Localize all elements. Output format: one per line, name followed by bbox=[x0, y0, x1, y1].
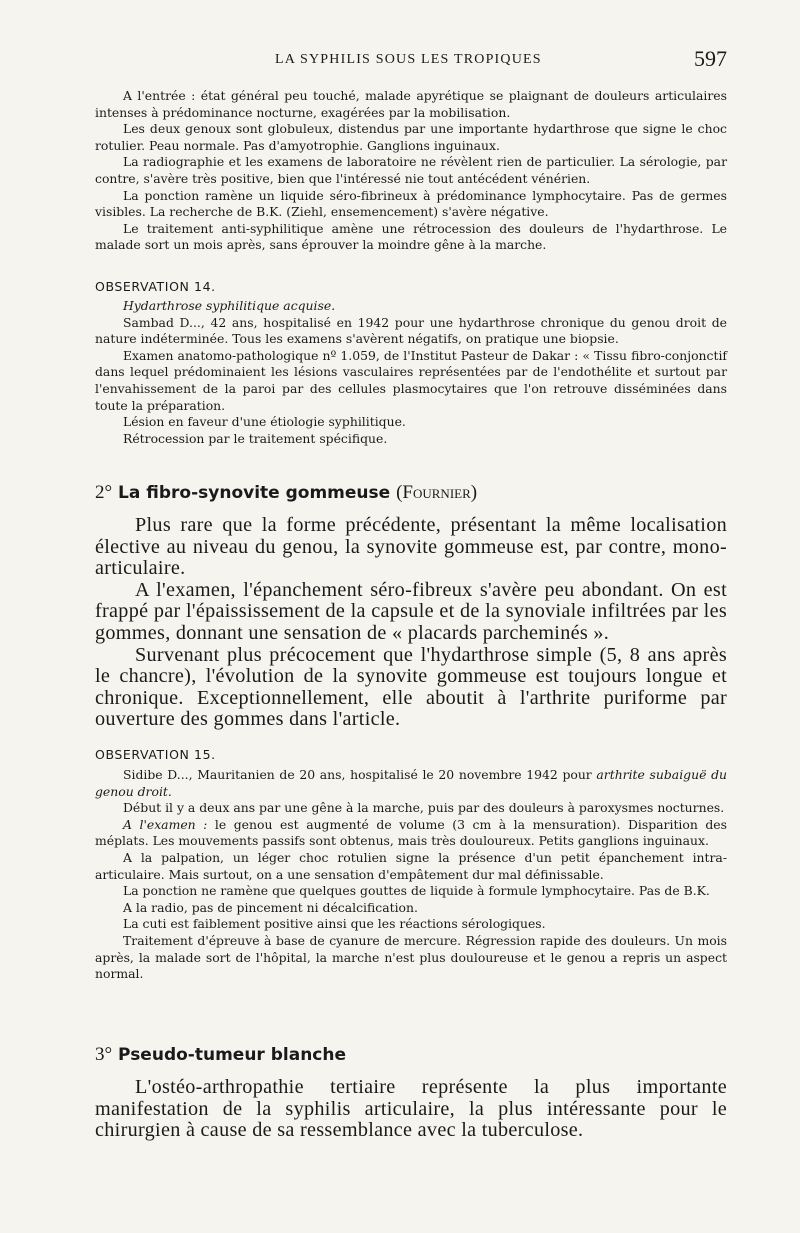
paragraph: Survenant plus précocement que l'hydarthrose simple (5, 8 ans après le chancre), l'évolution de la synovite gommeuse est toujours longue et chronique. Exceptionnellement, elle aboutit à l'arthrite puriforme par ouverture des gommes dans l'article. bbox=[95, 643, 727, 731]
paragraph: La ponction ramène un liquide séro-fibrineux à prédominance lymphocytaire. Pas de germes visibles. La recherche de B.K. (Ziehl, ensemencement) s'avère négative. bbox=[95, 187, 727, 220]
paragraph: Les deux genoux sont globuleux, distendus par une importante hydarthrose que signe le choc rotulier. Peau normale. Pas d'amyotrophie. Ganglions inguinaux. bbox=[95, 121, 727, 153]
section-title: La fibro-synovite gommeuse bbox=[118, 483, 391, 503]
paragraph: La radiographie et les examens de laboratoire ne révèlent rien de particulier. La sérologie, par contre, s'avère très positive, bien que l'intéressé nie tout antécédent vénérien. bbox=[95, 154, 727, 186]
observation-14-subtitle: Hydarthrose syphilitique acquise. bbox=[123, 298, 336, 313]
paragraph: A la radio, pas de pincement ni décalcification. bbox=[123, 899, 418, 915]
section-2-body bbox=[95, 515, 727, 731]
running-title: LA SYPHILIS SOUS LES TROPIQUES bbox=[275, 52, 542, 67]
case-continuation bbox=[95, 88, 727, 254]
paragraph: A la palpation, un léger choc rotulien signe la présence d'un petit épanchement intra-articulaire. Mais surtout, on a une sensation d'empâtement dur mal définissable. bbox=[95, 849, 727, 882]
paragraph: Lésion en faveur d'une étiologie syphilitique. bbox=[123, 414, 406, 430]
paragraph: Le traitement anti-syphilitique amène une rétrocession des douleurs de l'hydarthrose. Le malade sort un mois après, sans éprouver la moindre gêne à la marche. bbox=[95, 220, 727, 253]
paragraph: A l'examen, l'épanchement séro-fibreux s'avère peu abondant. On est frappé par l'épaississement de la capsule et de la synoviale infiltrées par les gommes, donnant une sensation de « placards parcheminés ». bbox=[95, 578, 727, 644]
paragraph: Traitement d'épreuve à base de cyanure de mercure. Régression rapide des douleurs. Un mois après, la malade sort de l'hôpital, la marche n'est plus douloureuse et le genou a repris un aspect normal. bbox=[95, 932, 727, 982]
paragraph bbox=[95, 767, 727, 800]
observation-14-body bbox=[95, 298, 727, 447]
section-3-heading bbox=[95, 1044, 346, 1066]
obs15-exam-text: le genou est augmenté de volume (3 cm à la mensuration). Disparition des méplats. Les mouvements passifs sont obtenus, mais très douloureux. Petits ganglions inguinaux. bbox=[95, 816, 727, 849]
section-author: (Fournier) bbox=[396, 482, 478, 503]
page-number: 597 bbox=[694, 46, 727, 71]
observation-15-title: OBSERVATION 15. bbox=[95, 747, 216, 762]
section-number: 3° bbox=[95, 1044, 113, 1065]
section-number: 2° bbox=[95, 482, 113, 503]
paragraph: Plus rare que la forme précédente, présentant la même localisation élective au niveau du genou, la synovite gommeuse est, par contre, mono-articulaire. bbox=[95, 514, 727, 580]
paragraph: La ponction ne ramène que quelques gouttes de liquide à formule lymphocytaire. Pas de B.K. bbox=[123, 883, 710, 899]
paragraph: Rétrocession par le traitement spécifique. bbox=[123, 430, 388, 446]
obs15-intro: Sidibe D..., Mauritanien de 20 ans, hospitalisé le 20 novembre 1942 pour bbox=[123, 767, 592, 782]
paragraph: Début il y a deux ans par une gêne à la marche, puis par des douleurs à paroxysmes nocturnes. bbox=[123, 800, 725, 816]
paragraph: Sambad D..., 42 ans, hospitalisé en 1942 pour une hydarthrose chronique du genou droit de nature indéterminée. Tous les examens s'avèrent négatifs, on pratique une biopsie. bbox=[95, 314, 727, 347]
paragraph: A l'entrée : état général peu touché, malade apyrétique se plaignant de douleurs articulaires intenses à prédominance nocturne, exagérées par la mobilisation. bbox=[95, 88, 727, 120]
obs15-diagnosis: arthrite subaiguë du genou droit. bbox=[95, 767, 727, 799]
paragraph: Examen anatomo-pathologique nº 1.059, de l'Institut Pasteur de Dakar : « Tissu fibro-conjonctif dans lequel prédominaient les lésions vasculaires représentées par de l'endothélite et surtout par l'envahissement de la paroi par des cellules plasmocytaires que l'on retrouve disséminées dans toute la préparation. bbox=[95, 347, 727, 413]
observation-15-body bbox=[95, 767, 727, 983]
paragraph: L'ostéo-arthropathie tertiaire représente la plus importante manifestation de la syphilis articulaire, la plus intéressante pour le chirurgien à cause de sa ressemblance avec la tuberculose. bbox=[95, 1076, 727, 1142]
section-3-body bbox=[95, 1077, 727, 1142]
section-title: Pseudo-tumeur blanche bbox=[118, 1045, 347, 1065]
obs15-exam-label: A l'examen : bbox=[123, 816, 208, 832]
section-2-heading bbox=[95, 482, 477, 504]
page-header bbox=[95, 48, 727, 76]
paragraph bbox=[95, 817, 727, 850]
observation-14-title: OBSERVATION 14. bbox=[95, 279, 216, 294]
paragraph: La cuti est faiblement positive ainsi que les réactions sérologiques. bbox=[123, 916, 546, 932]
